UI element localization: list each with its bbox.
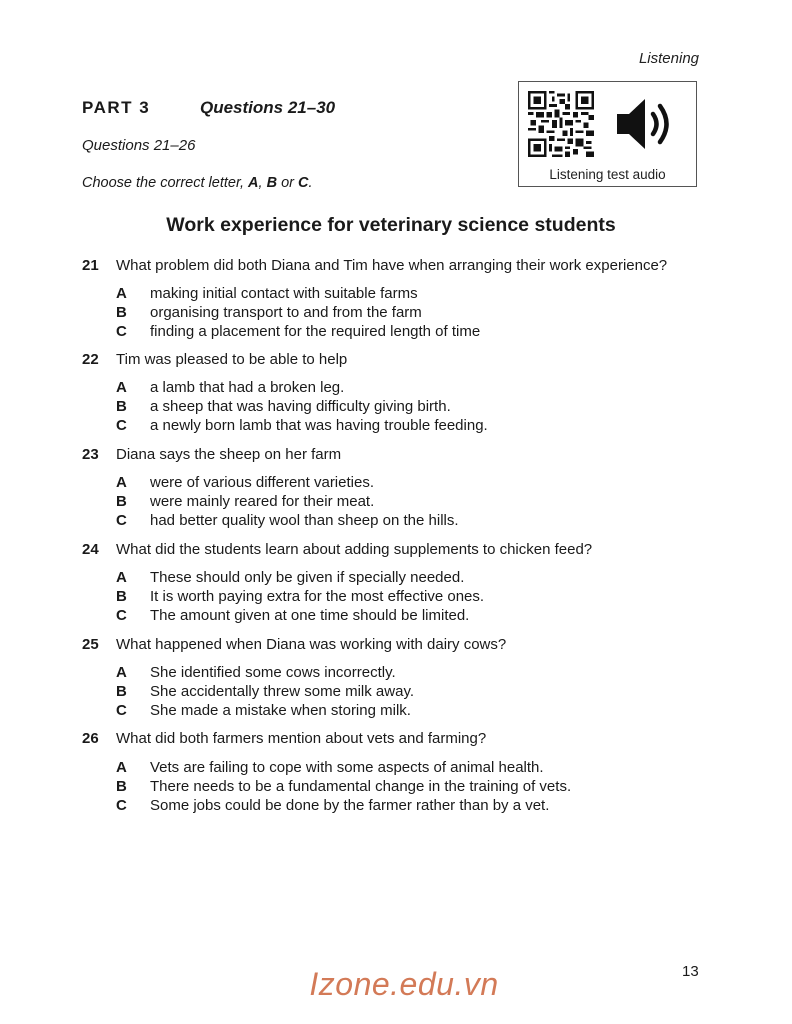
option-letter: B bbox=[116, 683, 127, 700]
part-heading bbox=[82, 98, 336, 118]
qr-code-icon[interactable] bbox=[528, 91, 594, 157]
option-letter: C bbox=[116, 797, 127, 814]
instruction-prefix: Choose the correct letter, bbox=[82, 175, 249, 191]
question-number: 24 bbox=[82, 541, 99, 558]
option-letter: B bbox=[116, 588, 127, 605]
watermark-text: Izone.edu.vn bbox=[309, 966, 499, 1002]
question-text: Diana says the sheep on her farm bbox=[116, 446, 342, 463]
question-number: 26 bbox=[82, 730, 99, 747]
option-letter: A bbox=[116, 664, 127, 681]
question-text: What problem did both Diana and Tim have when arranging their work experience? bbox=[116, 257, 668, 274]
option-text: The amount given at one time should be limited. bbox=[150, 607, 470, 624]
option-text: It is worth paying extra for the most effective ones. bbox=[150, 588, 485, 605]
option-letter: B bbox=[116, 778, 127, 795]
instruction-sep2: or bbox=[277, 175, 299, 191]
option-letter: C bbox=[116, 323, 127, 340]
question-text: What happened when Diana was working with dairy cows? bbox=[116, 636, 507, 653]
option-text: a newly born lamb that was having trouble feeding. bbox=[150, 417, 488, 434]
option-letter: A bbox=[116, 474, 127, 491]
question-text: What did both farmers mention about vets and farming? bbox=[116, 730, 487, 747]
question-number: 23 bbox=[82, 446, 99, 463]
option-text: were of various different varieties. bbox=[150, 474, 374, 491]
audio-caption: Listening test audio bbox=[549, 167, 666, 182]
option-letter: A bbox=[116, 569, 127, 586]
question-number: 25 bbox=[82, 636, 99, 653]
option-text: were mainly reared for their meat. bbox=[150, 493, 375, 510]
instruction bbox=[82, 175, 313, 191]
instruction-letter-c: C bbox=[298, 175, 309, 191]
question-number: 21 bbox=[82, 257, 99, 274]
audio-box[interactable] bbox=[518, 81, 697, 187]
instruction-sep1: , bbox=[258, 175, 267, 191]
option-text: organising transport to and from the farm bbox=[150, 304, 422, 321]
option-text: a lamb that had a broken leg. bbox=[150, 379, 345, 396]
option-letter: C bbox=[116, 512, 127, 529]
part-range: Questions 21–30 bbox=[200, 98, 336, 117]
option-letter: A bbox=[116, 285, 127, 302]
option-text: making initial contact with suitable farms bbox=[150, 285, 418, 302]
option-letter: B bbox=[116, 398, 127, 415]
section-label: Listening bbox=[638, 50, 699, 67]
option-letter: C bbox=[116, 702, 127, 719]
option-text: There needs to be a fundamental change in the training of vets. bbox=[150, 778, 572, 795]
question-number: 22 bbox=[82, 351, 99, 368]
instruction-letter-a: A bbox=[248, 175, 259, 191]
option-letter: B bbox=[116, 493, 127, 510]
option-letter: A bbox=[116, 379, 127, 396]
instruction-letter-b: B bbox=[266, 175, 278, 191]
part-label: PART 3 bbox=[82, 98, 151, 117]
option-text: She accidentally threw some milk away. bbox=[150, 683, 414, 700]
option-text: She made a mistake when storing milk. bbox=[150, 702, 411, 719]
option-text: Vets are failing to cope with some aspects of animal health. bbox=[150, 759, 544, 776]
question-text: What did the students learn about adding supplements to chicken feed? bbox=[116, 541, 593, 558]
option-letter: A bbox=[116, 759, 127, 776]
option-letter: C bbox=[116, 417, 127, 434]
option-letter: C bbox=[116, 607, 127, 624]
option-text: finding a placement for the required length of time bbox=[150, 323, 481, 340]
option-text: Some jobs could be done by the farmer rather than by a vet. bbox=[150, 797, 550, 814]
page-title: Work experience for veterinary science students bbox=[166, 214, 616, 236]
option-text: a sheep that was having difficulty giving birth. bbox=[150, 398, 451, 415]
option-text: She identified some cows incorrectly. bbox=[150, 664, 396, 681]
page-number: 13 bbox=[682, 963, 699, 980]
option-text: These should only be given if specially needed. bbox=[150, 569, 465, 586]
option-letter: B bbox=[116, 304, 127, 321]
sub-range: Questions 21–26 bbox=[82, 137, 196, 154]
instruction-suffix: . bbox=[308, 175, 313, 191]
option-text: had better quality wool than sheep on the hills. bbox=[150, 512, 459, 529]
speaker-icon[interactable] bbox=[615, 95, 677, 153]
question-text: Tim was pleased to be able to help bbox=[116, 351, 348, 368]
